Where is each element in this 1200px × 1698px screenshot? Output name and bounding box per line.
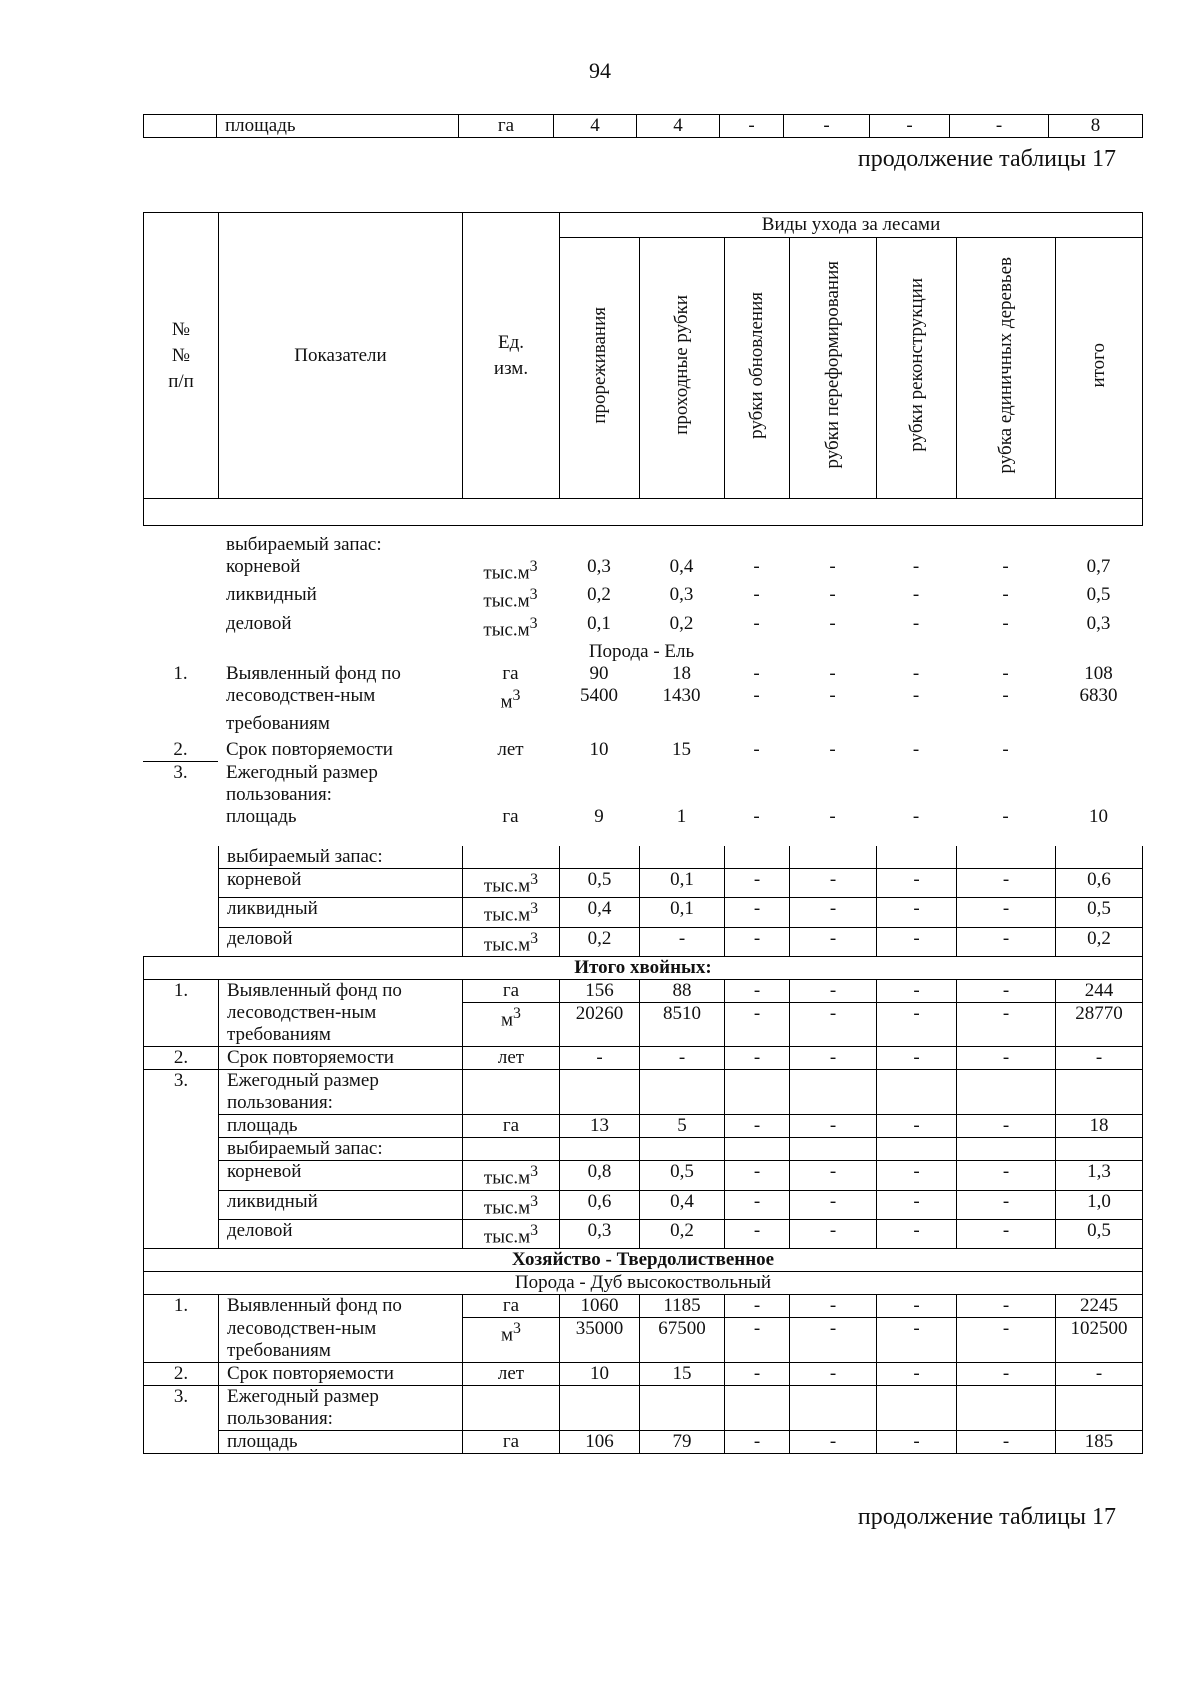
top-row-table: площадь га 4 4 - - - - 8	[143, 114, 1143, 138]
col-header-reconstruction: рубки реконструкции	[877, 238, 957, 499]
indicators-header: Показатели	[219, 213, 463, 499]
col-header-single-trees: рубка единичных деревьев	[957, 238, 1056, 499]
col-header-renewal: рубки обновления	[725, 238, 790, 499]
row-label: площадь	[217, 115, 459, 138]
table-body-grid: выбираемый запас: корневой $тыс.м^3$ 0,5 0,1 - - - - 0,6 ликвидный $тыс.м^3$ 0,4 0,1 - - - - 0,5 деловой $тыс.м^3$ 0,2 - - - - - 0,2 Итого хвойных: 1. Выявленный фонд по га 156 88 - - - - 244 лесоводствен-ным $м^3$ 20260 8510 - - - - 28770 требованиям 2. Срок повторяемости лет - - - - - - - 3. Ежегодный размер пользования: площадь га 13 5 - - - - 18 выбираемый запас: корневой $тыс.м^3$ 0,8 0,5 - - - - 1,3 ликвидный $тыс.м^3$ 0,6 0,4 - - - - 1,0 деловой $тыс.м^3$ 0,3 0,2 - - - - 0,5 Хозяйство - Твердолиственное Порода - Дуб высокоствольный 1. Выявленный фонд по га 1060 1185 - - - - 2245 лесоводствен-ным $м^3$ 35000 67500 - - - - 102500 требованиям 2. Срок повторяемости лет 10 15 - - - - - 3. Ежегодный размер пользования: площадь га 106 79 - - - - 185	[143, 846, 1143, 1454]
continuation-label-bottom: продолжение таблицы 17	[857, 1504, 1116, 1530]
table-body-open: выбираемый запас: корневой $тыс.м^3$ 0,3 0,4 - - - - 0,7 ликвидный $тыс.м^3$ 0,2 0,3 - - - - 0,5 деловой $тыс.м^3$ 0,1 0,2 - - - - 0,3 Порода - Ель 1. Выявленный фонд по га 90 18 - - - - 108 лесоводствен-ным $м^3$ 5400 1430 - - - - 6830 требованиям 2. Срок повторяемости лет 10 15 - - - - 3. Ежегодный размер пользования: площадь га 9 1 - - - - 10	[143, 534, 1142, 828]
col-header-thinning: прореживания	[560, 238, 640, 499]
section-title-hardwood: Хозяйство - Твердолиственное	[144, 1249, 1143, 1272]
num-header: № № п/п	[144, 213, 219, 499]
continuation-label: продолжение таблицы 17	[857, 146, 1116, 172]
col-header-total: итого	[1056, 238, 1143, 499]
section-title-oak: Порода - Дуб высокоствольный	[144, 1272, 1143, 1295]
unit-header: Ед. изм.	[463, 213, 560, 499]
col-header-reformation: рубки переформирования	[790, 238, 877, 499]
col-header-pass-cuttings: проходные рубки	[640, 238, 725, 499]
section-title-conifers-total: Итого хвойных:	[144, 956, 1143, 979]
table-header	[143, 212, 1143, 526]
group-header: Виды ухода за лесами	[560, 213, 1143, 238]
page-number: 94	[589, 58, 611, 83]
section-title-spruce: Порода - Ель	[588, 640, 695, 662]
